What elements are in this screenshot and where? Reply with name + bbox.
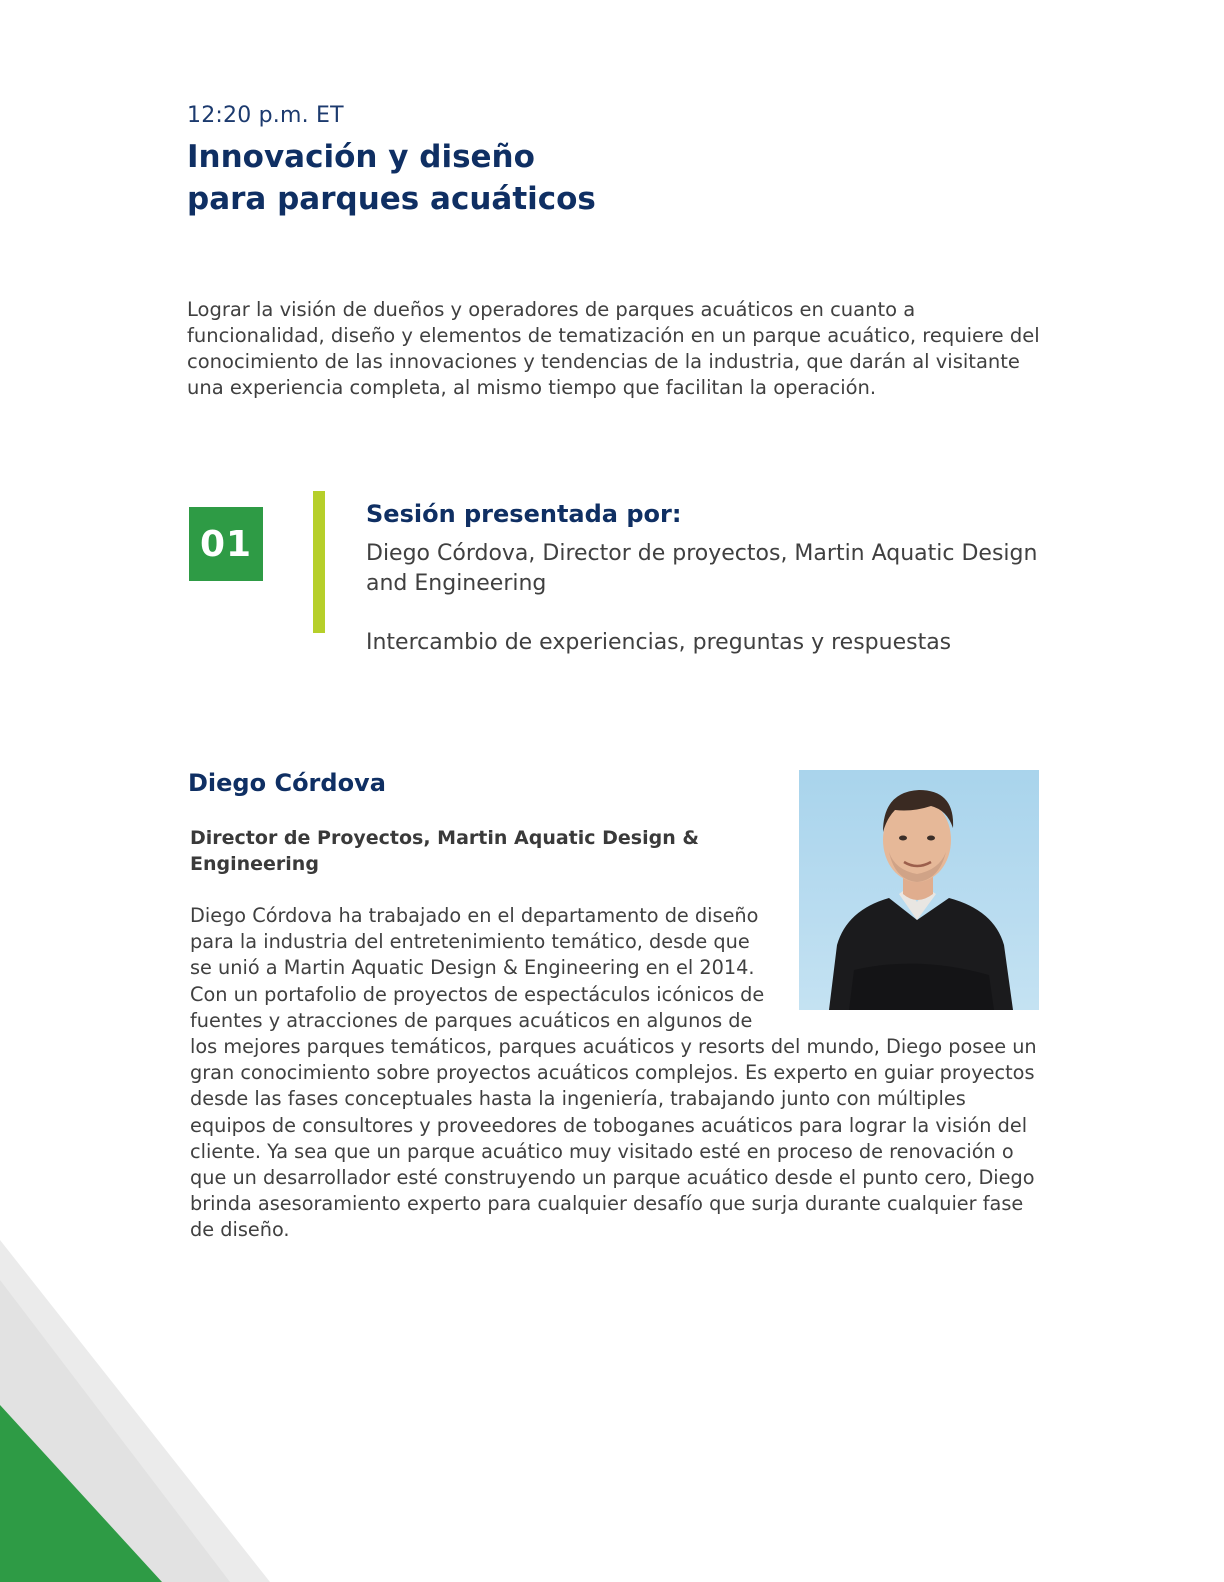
session-title-line-1: Innovación y diseño — [187, 139, 535, 175]
corner-decoration — [0, 1240, 400, 1582]
session-number-badge: 01 — [189, 507, 263, 581]
session-title-line-2: para parques acuáticos — [187, 181, 596, 217]
speaker-bio-text: Diego Córdova ha trabajado en el departamento de diseño para la industria del entretenimiento temático, desde que se unió a Martin Aquatic Design & Engineering en el 2014. Con un portafolio de proyectos de espectáculos icónicos de fuentes y atracciones de parques acuáticos en algunos de los mejores parques temáticos, parques acuáticos y resorts del mundo, Diego posee un gran conocimiento sobre proyectos acuáticos complejos. Es experto en guiar proyectos desde las fases conceptuales hasta la ingeniería, trabajando junto con múltiples equipos de consultores y proveedores de toboganes acuáticos para lograr la visión del cliente. Ya sea que un parque acuático muy visitado esté en proceso de renovación o que un desarrollador esté construyendo un parque acuático desde el punto cero, Diego brinda asesoramiento experto para cualquier desafío que surja durante cualquier fase de diseño. — [190, 904, 1037, 1242]
accent-divider — [313, 491, 325, 633]
speaker-portrait-illustration — [799, 770, 1039, 1010]
session-presented-by-heading: Sesión presentada por: — [366, 500, 682, 528]
session-title — [187, 136, 887, 220]
session-time: 12:20 p.m. ET — [187, 103, 344, 128]
speaker-photo — [799, 770, 1039, 1010]
session-description: Lograr la visión de dueños y operadores de parques acuáticos en cuanto a funcionalidad, diseño y elementos de tematización en un parque acuático, requiere del conocimiento de las innovaciones y tendencias de la industria, que darán al visitante una experiencia completa, al mismo tiempo que facilitan la operación. — [187, 298, 1040, 399]
session-presenter: Diego Córdova, Director de proyectos, Martin Aquatic Design and Engineering — [366, 541, 1038, 596]
speaker-name: Diego Córdova — [188, 769, 386, 797]
session-qa-note: Intercambio de experiencias, preguntas y respuestas — [366, 630, 952, 655]
speaker-role: Director de Proyectos, Martin Aquatic Design & Engineering — [190, 827, 699, 875]
